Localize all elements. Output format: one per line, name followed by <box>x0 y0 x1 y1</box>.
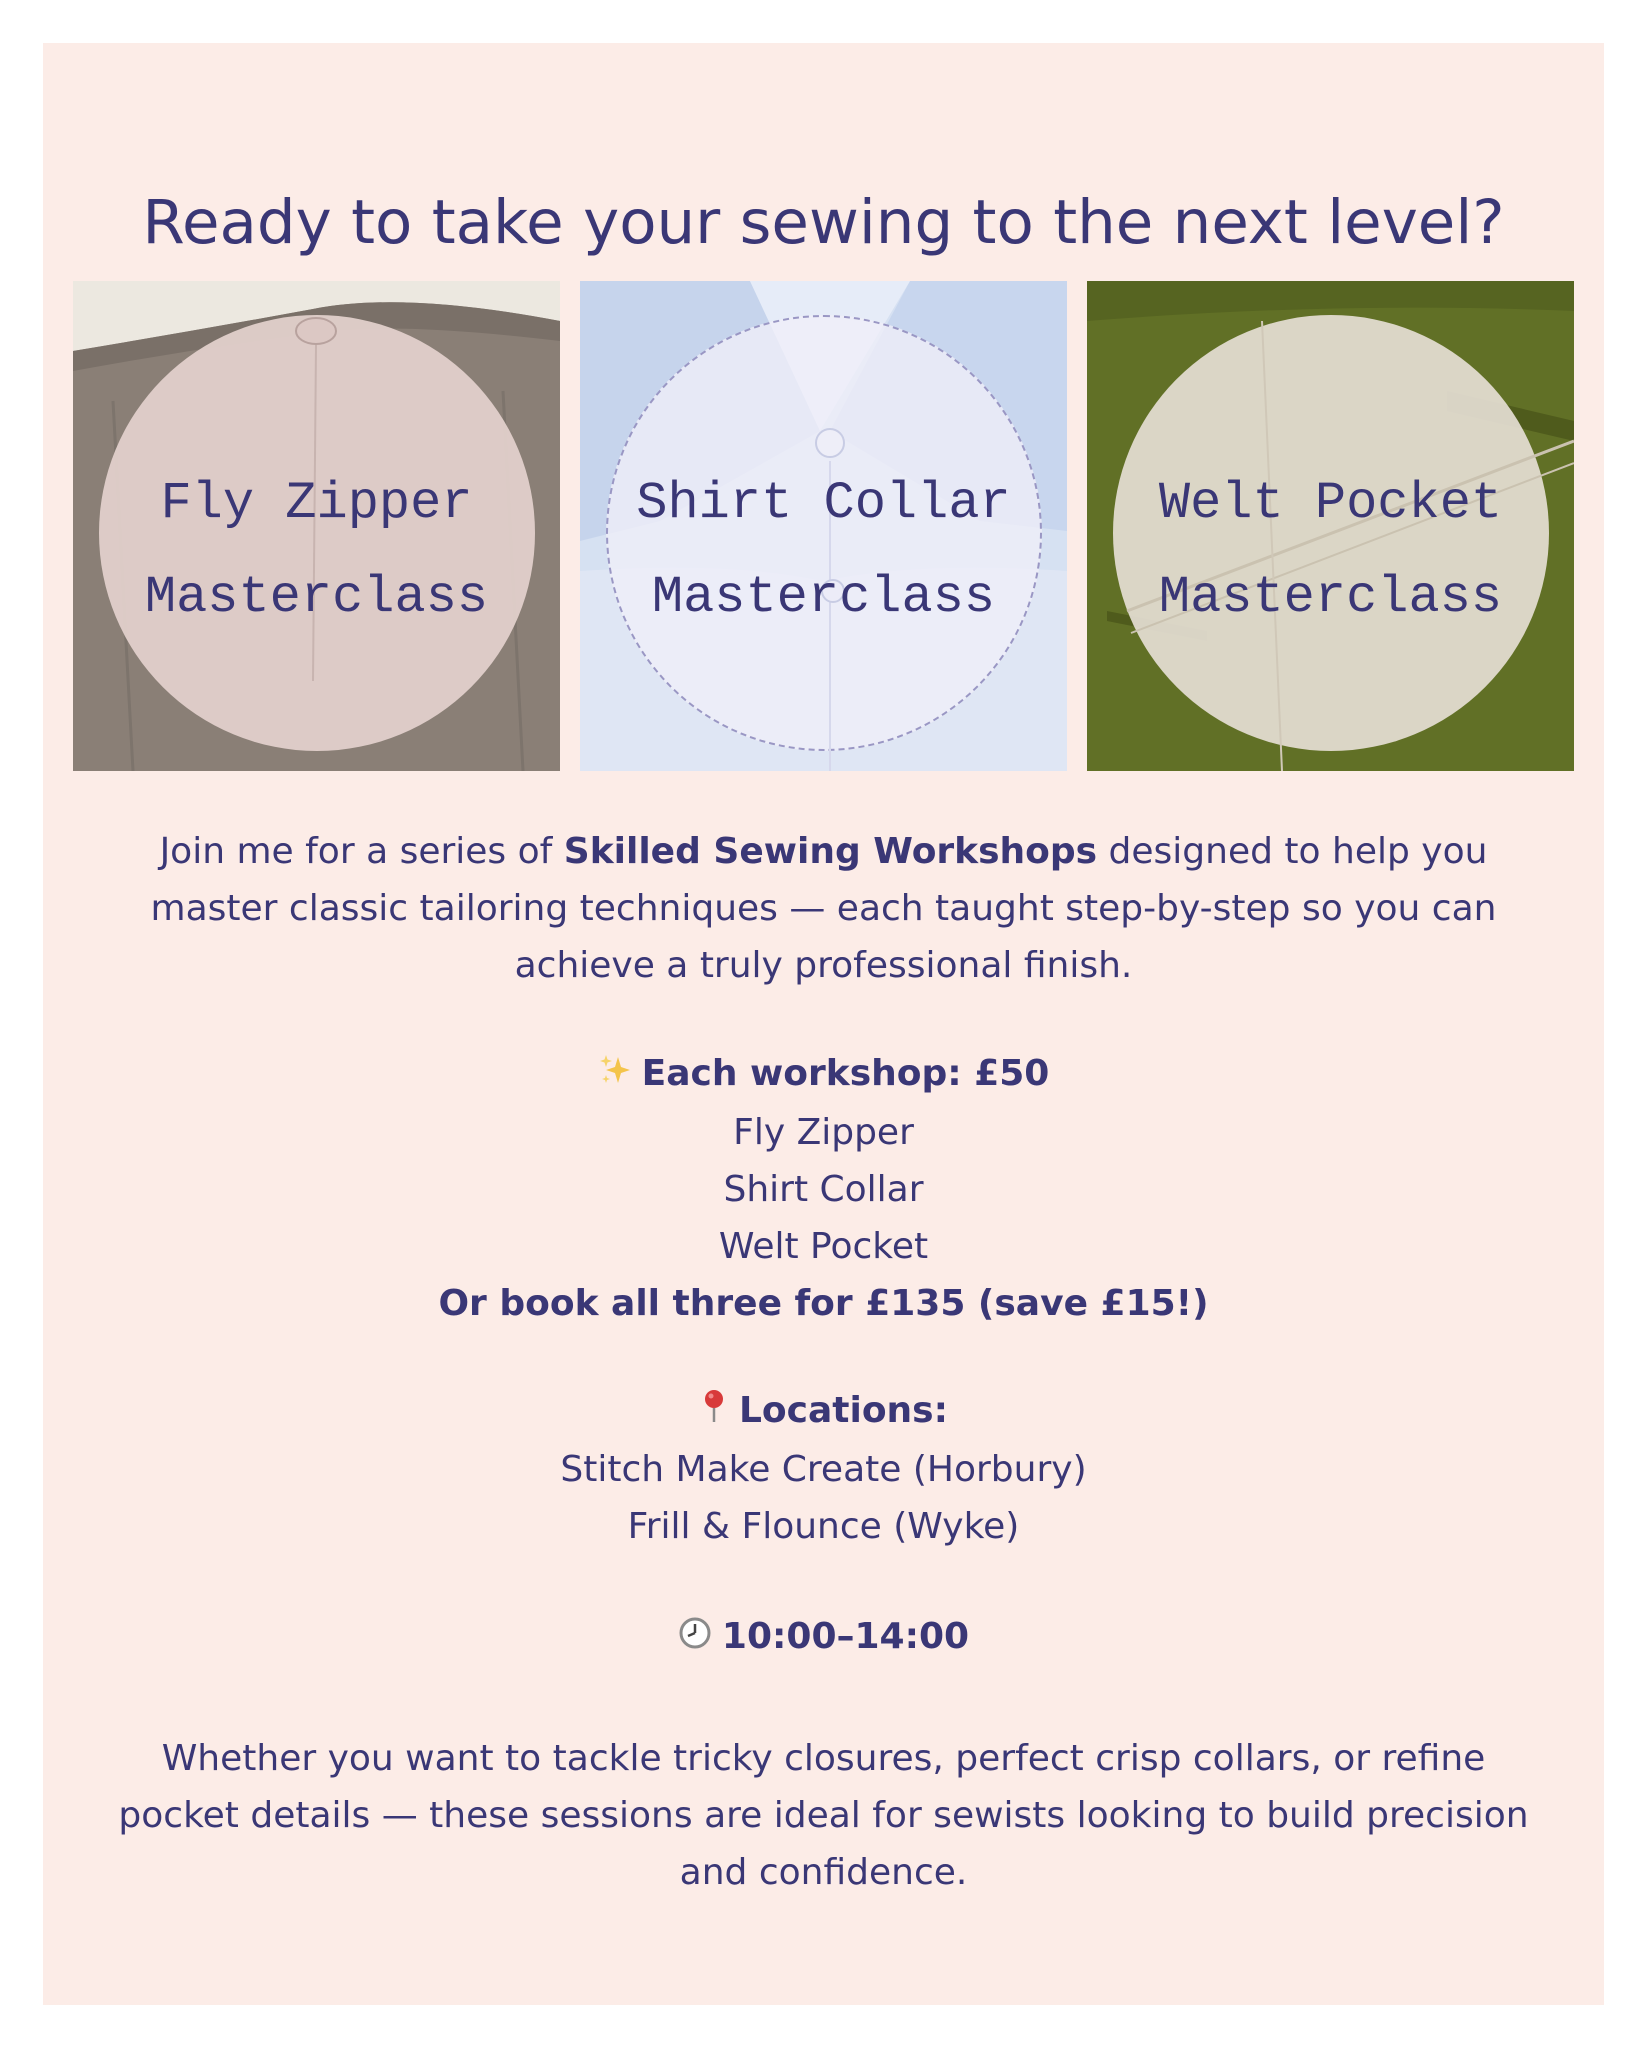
time-value: 10:00–14:00 <box>721 1616 970 1657</box>
time-section <box>43 1608 1604 1667</box>
pricing-item-welt-pocket: Welt Pocket <box>718 1225 929 1267</box>
time-line <box>43 1608 1604 1667</box>
intro-bold: Skilled Sewing Workshops <box>563 831 1098 872</box>
locations-section <box>43 1382 1604 1555</box>
location-horbury: Stitch Make Create (Horbury) <box>560 1448 1087 1490</box>
bundle-offer: Or book all three for £135 (save £15!) <box>438 1282 1209 1324</box>
tile-label-line1: Fly Zipper <box>160 474 473 533</box>
pricing-heading-line <box>43 1045 1604 1104</box>
tile-label-line1: Shirt Collar <box>636 474 1011 533</box>
tile-label <box>1087 457 1574 645</box>
tile-fly-zipper <box>73 281 560 771</box>
intro-paragraph <box>103 823 1544 994</box>
tile-label-line2: Masterclass <box>651 568 996 627</box>
tile-label-line2: Masterclass <box>1158 568 1503 627</box>
pricing-item-fly-zipper: Fly Zipper <box>733 1111 914 1153</box>
location-wyke: Frill & Flounce (Wyke) <box>627 1505 1020 1547</box>
locations-heading-line <box>43 1382 1604 1441</box>
tile-shirt-collar <box>580 281 1067 771</box>
pricing-item-shirt-collar: Shirt Collar <box>723 1168 924 1210</box>
flyer-card <box>43 43 1604 2005</box>
sparkles-icon <box>598 1047 632 1104</box>
pricing-heading: Each workshop: £50 <box>641 1053 1050 1094</box>
intro-after: designed to help you master classic tailoring techniques — each taught step-by-step so you can achieve a truly professional finish. <box>150 831 1497 986</box>
workshop-tiles <box>73 281 1574 771</box>
outro-paragraph: Whether you want to tackle tricky closures, perfect crisp collars, or refine pocket details — these sessions are ideal for sewists looking to build precision and confidence. <box>118 1738 1529 1893</box>
clock-icon <box>678 1610 712 1667</box>
tile-label <box>580 457 1067 645</box>
pricing-section <box>43 1045 1604 1332</box>
locations-heading: Locations: <box>738 1390 949 1431</box>
tile-label <box>73 457 560 645</box>
intro-before: Join me for a series of <box>159 831 564 872</box>
tile-label-line1: Welt Pocket <box>1158 474 1503 533</box>
tile-label-line2: Masterclass <box>144 568 489 627</box>
pin-icon <box>699 1384 729 1441</box>
headline: Ready to take your sewing to the next level? <box>142 187 1505 258</box>
tile-welt-pocket <box>1087 281 1574 771</box>
